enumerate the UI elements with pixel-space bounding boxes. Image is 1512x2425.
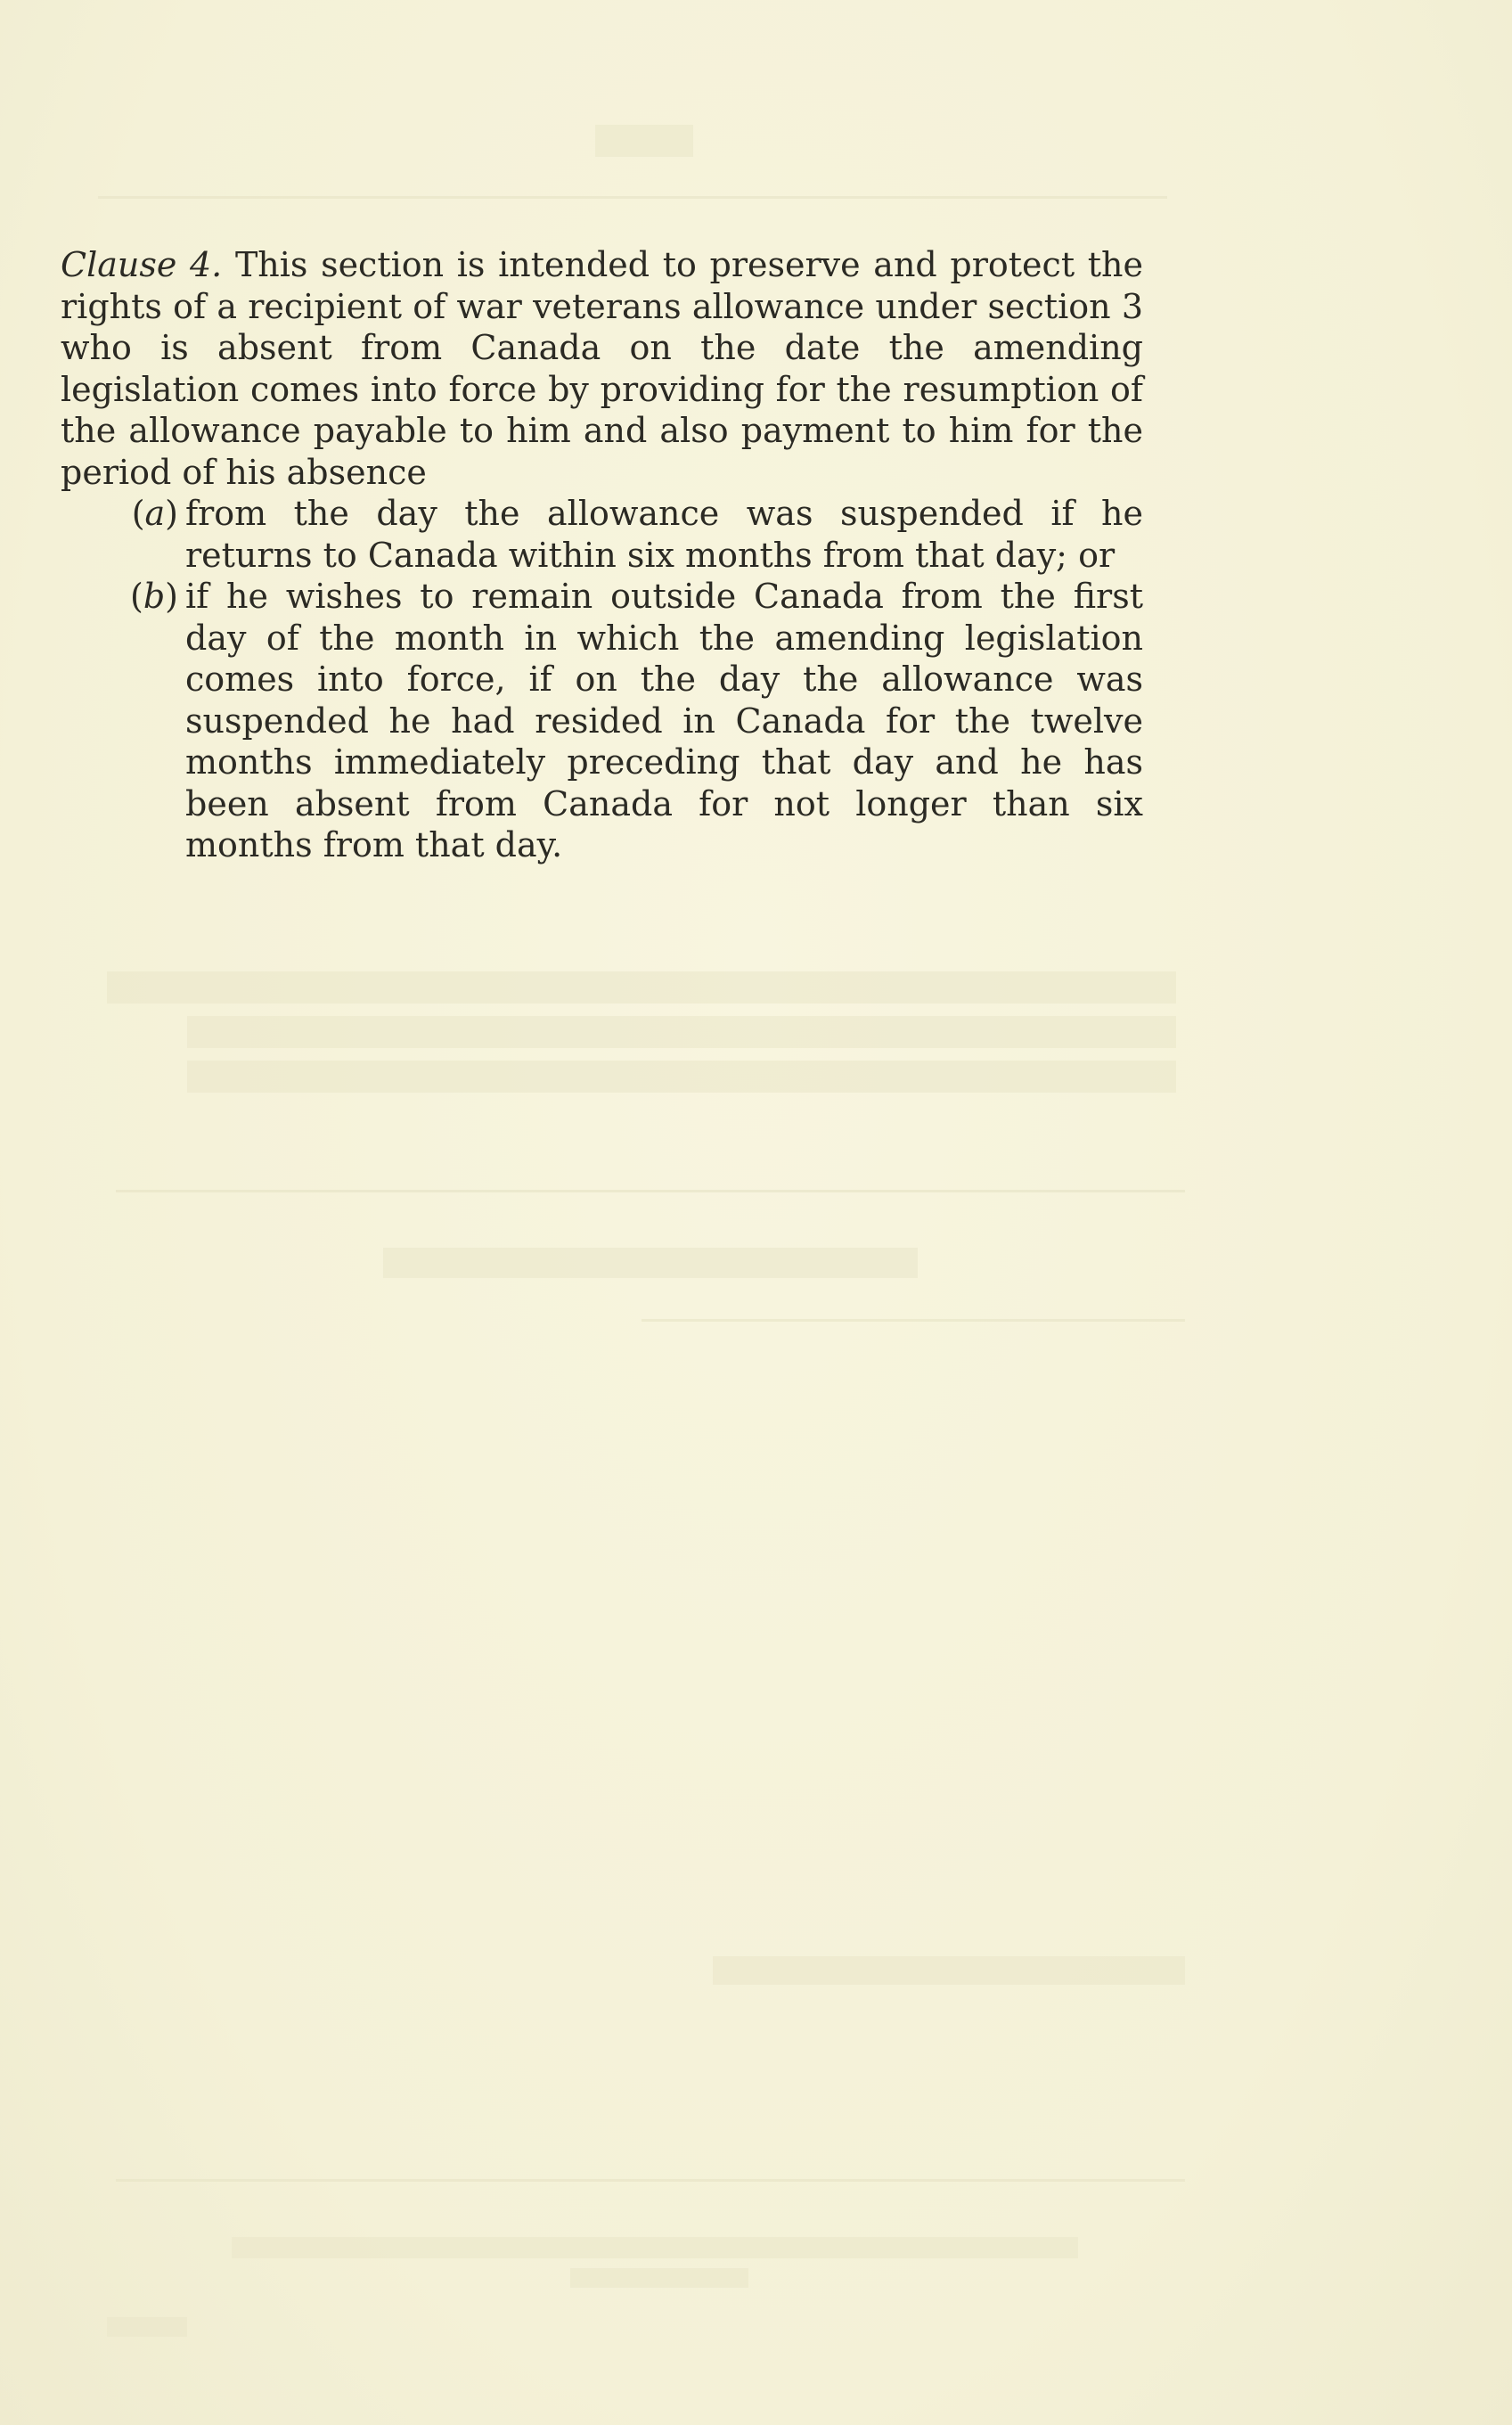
bleed-through-mark [595,125,693,157]
list-item-marker: (b) [130,577,178,616]
bleed-through-mark [570,2268,748,2288]
bleed-through-rule [642,1319,1185,1322]
clause-intro-paragraph [61,244,1143,493]
clause-intro-text: This section is intended to preserve and protect the rights of a recipient of war veterans allowance under section 3 who is absent from Canada on the date the amending legislation comes into force by providing for the resumption of the allowance payable to him and also payment to him for the period of his absence [61,245,1143,492]
bleed-through-mark [187,1016,1176,1048]
list-item-a [61,493,1143,576]
bleed-through-mark [713,1956,1185,1985]
list-item-text: if he wishes to remain outside Canada from the first day of the month in which the amending legislation comes into force, if on the day the allowance was suspended he had resided in Canada for the twelve months immediately preceding that day and he has been absent from Canada for not longer than six months from that day. [185,577,1143,864]
bleed-through-mark [107,2317,187,2337]
bleed-through-mark [383,1248,918,1278]
bleed-through-mark [107,971,1176,1004]
bleed-through-mark [187,1061,1176,1093]
list-item-text: from the day the allowance was suspended if he returns to Canada within six months from that day; or [185,494,1143,575]
list-item-b [61,576,1143,866]
explanatory-note [61,244,1143,866]
bleed-through-rule [98,196,1167,199]
clause-label: Clause 4. [61,245,223,284]
bleed-through-rule [116,1190,1185,1192]
bleed-through-mark [232,2237,1078,2258]
bleed-through-rule [116,2179,1185,2182]
list-item-marker: (a) [131,494,178,533]
